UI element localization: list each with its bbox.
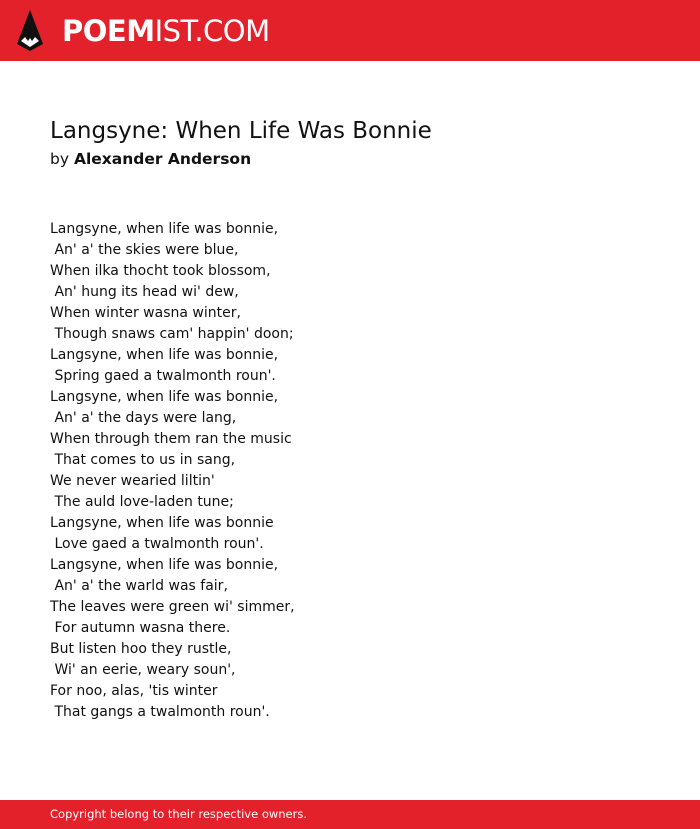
poem-line: An' hung its head wi' dew, <box>50 284 239 300</box>
poem-line: That gangs a twalmonth roun'. <box>50 704 270 720</box>
poem-line: Langsyne, when life was bonnie, <box>50 221 279 237</box>
site-logo[interactable] <box>62 12 270 50</box>
copyright-notice: Copyright belong to their respective owners. <box>50 807 308 821</box>
author-name: Alexander Anderson <box>73 150 252 168</box>
poem-line: Langsyne, when life was bonnie, <box>50 557 279 573</box>
logo-text-bold: POEM <box>62 14 155 48</box>
poem-line: The leaves were green wi' simmer, <box>50 599 295 615</box>
by-label: by <box>50 150 70 168</box>
byline <box>50 148 251 170</box>
poem-line: Langsyne, when life was bonnie <box>50 515 274 531</box>
poem-title: Langsyne: When Life Was Bonnie <box>50 118 432 144</box>
poem-line: For autumn wasna there. <box>50 620 231 636</box>
poem-line: Langsyne, when life was bonnie, <box>50 347 279 363</box>
site-footer <box>0 800 700 829</box>
poem-line: When ilka thocht took blossom, <box>50 263 271 279</box>
poem-line: But listen hoo they rustle, <box>50 641 232 657</box>
poem-line: Spring gaed a twalmonth roun'. <box>50 368 276 384</box>
site-header <box>0 0 700 61</box>
poem-line: For noo, alas, 'tis winter <box>50 683 218 699</box>
poem-line: We never wearied liltin' <box>50 473 215 489</box>
poem-line: An' a' the skies were blue, <box>50 242 239 258</box>
poem-line: Wi' an eerie, weary soun', <box>50 662 236 678</box>
poem-line: An' a' the days were lang, <box>50 410 237 426</box>
poem-line: When through them ran the music <box>50 431 292 447</box>
logo-text-light: IST.COM <box>154 14 270 48</box>
pencil-tip-icon <box>17 10 43 51</box>
poem-line: The auld love-laden tune; <box>50 494 234 510</box>
poem-line: When winter wasna winter, <box>50 305 241 321</box>
poem-line: Langsyne, when life was bonnie, <box>50 389 279 405</box>
poem-line: Though snaws cam' happin' doon; <box>50 326 294 342</box>
poem-line: Love gaed a twalmonth roun'. <box>50 536 264 552</box>
poem-line: An' a' the warld was fair, <box>50 578 228 594</box>
poem-line: That comes to us in sang, <box>50 452 236 468</box>
poem-body <box>50 219 650 723</box>
